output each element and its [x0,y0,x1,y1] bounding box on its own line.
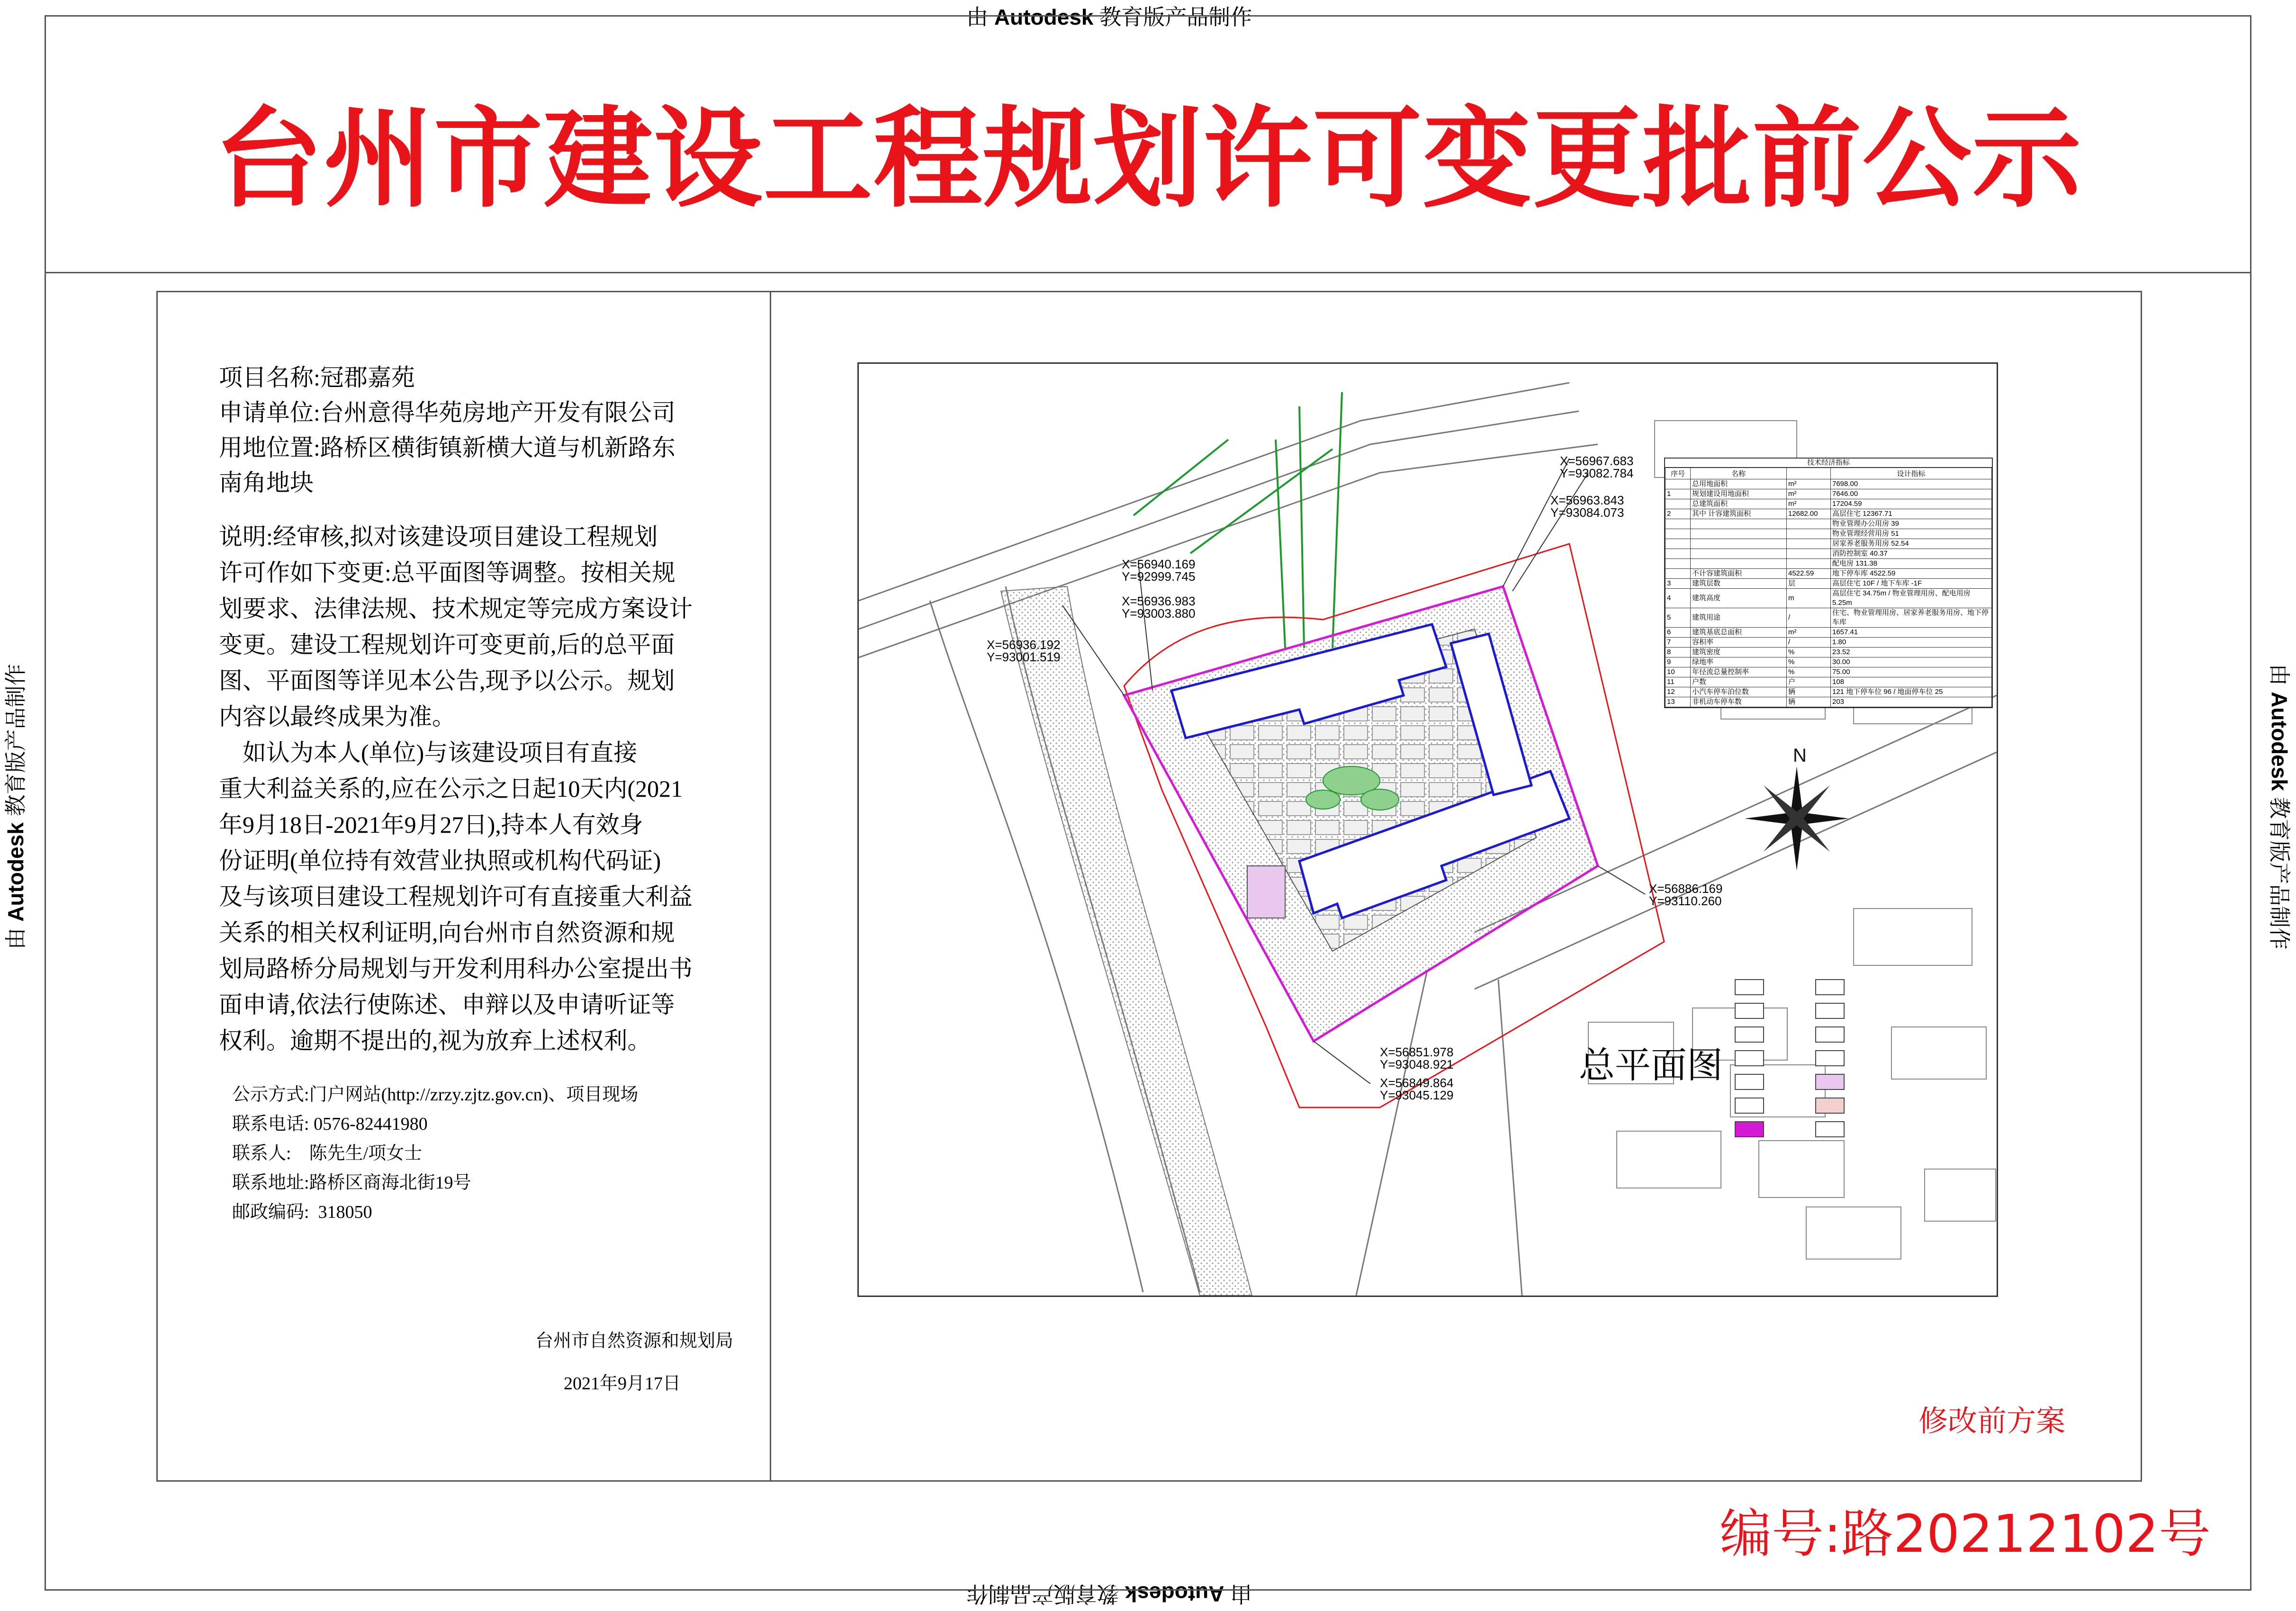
table-cell: 高层住宅 10F / 地下车库 -1F [1831,579,1992,589]
table-row [1666,569,1992,579]
coord-label: X=56886.169 Y=93110.260 [1649,882,1723,908]
project-name: 冠郡嘉苑 [320,364,415,391]
label: 申请单位: [219,399,320,426]
table-row [1666,529,1992,539]
table-cell [1691,549,1787,559]
applicant-row [219,395,749,430]
table-cell [1691,539,1787,549]
table-cell: 建筑用途 [1691,608,1787,628]
notice-line: 面申请,依法行使陈述、申辩以及申请听证等 [219,991,675,1018]
table-cell [1666,569,1691,579]
table-cell: 总用地面积 [1691,479,1787,489]
table-row [1666,608,1992,628]
contact-zip: 邮政编码: 318050 [232,1202,372,1222]
table-cell: 居家养老服务用房 52.54 [1831,539,1992,549]
table-cell: % [1787,648,1831,657]
notice-line: 重大利益关系的,应在公示之日起10天内(2021 [219,775,683,802]
table-cell: 10 [1666,667,1691,677]
table-row [1666,479,1992,489]
notice-line: 权利。逾期不提出的,视为放弃上述权利。 [219,1027,651,1054]
table-cell: 1657.41 [1831,628,1992,638]
table-cell: 203 [1831,697,1992,707]
table-cell: 23.52 [1831,648,1992,657]
table-cell: 容积率 [1691,638,1787,648]
table-cell: / [1787,638,1831,648]
table-cell: 1.80 [1831,638,1992,648]
table-cell: m² [1787,479,1831,489]
table-cell: 7646.00 [1831,489,1992,499]
table-row [1666,657,1992,667]
table-cell: 5 [1666,608,1691,628]
table-row [1666,549,1992,559]
table-cell [1666,559,1691,569]
table-row [1666,628,1992,638]
stamp-note: 修改前方案 [1918,1404,2066,1438]
label: 项目名称: [219,364,320,391]
table-cell [1666,499,1691,509]
table-cell: 总建筑面积 [1691,499,1787,509]
table-cell: 建筑密度 [1691,648,1787,657]
table-cell [1666,479,1691,489]
table-cell [1666,519,1691,529]
table-cell: 7 [1666,638,1691,648]
plan-caption: 总平面图 [1579,1044,1723,1086]
table-cell: 4522.59 [1787,569,1831,579]
table-cell: 高层住宅 34.75m / 物业管理用房、配电用房 5.25m [1831,589,1992,608]
table-cell: 4 [1666,589,1691,608]
table-cell: 辆 [1787,697,1831,707]
notice-line: 划局路桥分局规划与开发利用科办公室提出书 [219,955,693,982]
table-cell: 1 [1666,489,1691,499]
table-row [1666,519,1992,529]
coord-label: X=56940.169 Y=92999.745 [1122,557,1196,584]
table-cell: 12682.00 [1787,509,1831,519]
watermark-bottom: 由 Autodesk 教育版产品制作 [966,1582,1252,1606]
table-cell: 3 [1666,579,1691,589]
project-name-row [219,360,749,395]
table-cell: 其中 计容建筑面积 [1691,509,1787,519]
table-row [1666,499,1992,509]
table-cell: 高层住宅 12367.71 [1831,509,1992,519]
contact-method: 公示方式:门户网站(http://zrzy.zjtz.gov.cn)、项目现场 [232,1085,639,1105]
table-cell: 11 [1666,677,1691,687]
table-cell: 108 [1831,677,1992,687]
table-cell: 小汽车停车泊位数 [1691,687,1787,697]
notice-line: 许可作如下变更:总平面图等调整。按相关规 [219,559,675,586]
location-row [219,430,749,465]
table-row [1666,677,1992,687]
table-cell: 121 地下停车位 96 / 地面停车位 25 [1831,687,1992,697]
applicant: 台州意得华苑房地产开发有限公司 [320,399,675,426]
table-row [1666,648,1992,657]
north-arrow [1745,745,1849,871]
table-cell [1691,529,1787,539]
svg-text:N: N [1793,745,1807,766]
table-header-cell [1787,468,1831,479]
table-cell [1666,549,1691,559]
table-cell: m² [1787,499,1831,509]
table-cell: 6 [1666,628,1691,638]
issuer-org: 台州市自然资源和规划局 [535,1331,734,1351]
table-cell: 2 [1666,509,1691,519]
table-cell: 年径流总量控制率 [1691,667,1787,677]
table-cell: 建筑基底总面积 [1691,628,1787,638]
table-header-cell: 序号 [1666,468,1691,479]
table-cell: m² [1787,489,1831,499]
contact-phone: 联系电话: 0576-82441980 [232,1114,428,1134]
watermark-right: 由 Autodesk 教育版产品制作 [2267,664,2292,950]
notice-line: 变更。建设工程规划许可变更前,后的总平面 [219,631,675,658]
notice-line: 如认为本人(单位)与该建设项目有直接 [219,739,638,766]
table-cell: m² [1787,628,1831,638]
table-cell: 消防控制室 40.37 [1831,549,1992,559]
table [1665,468,1992,707]
notice-text [219,519,749,1059]
table-cell [1666,529,1691,539]
table-cell [1787,519,1831,529]
table-title: 技术经济指标 [1665,459,1992,468]
location-row-2: 南角地块 [219,469,314,496]
notice-line: 内容以最终成果为准。 [219,703,456,730]
table-header-cell: 设计指标 [1831,468,1992,479]
table-cell: 层 [1787,579,1831,589]
coord-label: X=56967.683 Y=93082.784 [1560,454,1634,480]
page-title: 台州市建设工程规划许可变更批前公示 [214,96,2082,223]
table-cell: 辆 [1787,687,1831,697]
table-cell: 户数 [1691,677,1787,687]
coord-label: X=56963.843 Y=93084.073 [1550,493,1624,520]
table-cell [1666,539,1691,549]
notice-line: 关系的相关权利证明,向台州市自然资源和规 [219,919,675,946]
table-header-cell: 名称 [1691,468,1787,479]
table-cell: % [1787,667,1831,677]
project-info [219,360,749,500]
table-row [1666,489,1992,499]
table-cell: 8 [1666,648,1691,657]
table-row [1666,509,1992,519]
label: 用地位置: [219,434,320,461]
table-cell: 地下停车库 4522.59 [1831,569,1992,579]
table-row [1666,667,1992,677]
table-row [1666,697,1992,707]
table-row [1666,638,1992,648]
contact-address: 联系地址:路桥区商海北街19号 [232,1173,471,1193]
issuer-date: 2021年9月17日 [564,1374,681,1394]
table-cell: 建筑高度 [1691,589,1787,608]
notice-line: 说明:经审核,拟对该建设项目建设工程规划 [219,523,658,550]
notice-line: 份证明(单位持有效营业执照或机构代码证) [219,847,661,874]
table-cell: 12 [1666,687,1691,697]
table-cell: 住宅、物业管理用房、居家养老服务用房、地下停车库 [1831,608,1992,628]
table-cell: 绿地率 [1691,657,1787,667]
table-cell: 9 [1666,657,1691,667]
table-cell [1691,519,1787,529]
notice-line: 年9月18日-2021年9月27日),持本人有效身 [219,811,643,838]
contact-person: 联系人: 陈先生/项女士 [232,1143,423,1163]
table-row [1666,589,1992,608]
notice-line: 划要求、法律法规、技术规定等完成方案设计 [219,595,693,622]
table-row [1666,559,1992,569]
board-divider [770,291,771,1480]
table-row [1666,579,1992,589]
indicator-table [1664,458,1993,708]
legend [1735,980,1844,1137]
table-cell [1787,529,1831,539]
table-cell [1787,559,1831,569]
table-cell: 户 [1787,677,1831,687]
table-cell: 13 [1666,697,1691,707]
coord-label: X=56936.983 Y=93003.880 [1122,594,1196,621]
table-cell: 30.00 [1831,657,1992,667]
site-plan [857,362,1998,1297]
table-cell: 不计容建筑面积 [1691,569,1787,579]
watermark-top: 由 Autodesk 教育版产品制作 [966,5,1252,29]
serial-number: 编号:路20212102号 [1720,1503,2211,1564]
coord-label: X=56849.864 Y=93045.129 [1380,1076,1454,1102]
table-cell: 7698.00 [1831,479,1992,489]
table-cell: 规划建设用地面积 [1691,489,1787,499]
table-cell: 物业管理经营用房 51 [1831,529,1992,539]
table-row [1666,687,1992,697]
coord-label: X=56936.192 Y=93001.519 [987,638,1061,664]
notice-line: 及与该项目建设工程规划许可有直接重大利益 [219,883,693,910]
contact-block [232,1080,753,1227]
table-row [1666,539,1992,549]
table-cell [1787,539,1831,549]
table-cell [1787,549,1831,559]
table-cell: 物业管理办公用房 39 [1831,519,1992,529]
table-cell: 17204.59 [1831,499,1992,509]
table-cell: m [1787,589,1831,608]
table-cell: % [1787,657,1831,667]
table-cell: / [1787,608,1831,628]
coord-label: X=56851.978 Y=93048.921 [1380,1045,1454,1071]
table-cell: 建筑层数 [1691,579,1787,589]
title-divider [45,272,2250,273]
table-cell: 非机动车停车数 [1691,697,1787,707]
watermark-left: 由 Autodesk 教育版产品制作 [3,664,28,950]
table-cell: 配电房 131.38 [1831,559,1992,569]
notice-line: 图、平面图等详见本公告,现予以公示。规划 [219,667,675,694]
table-cell [1691,559,1787,569]
table-cell: 75.00 [1831,667,1992,677]
location: 路桥区横街镇新横大道与机新路东 [320,434,675,461]
